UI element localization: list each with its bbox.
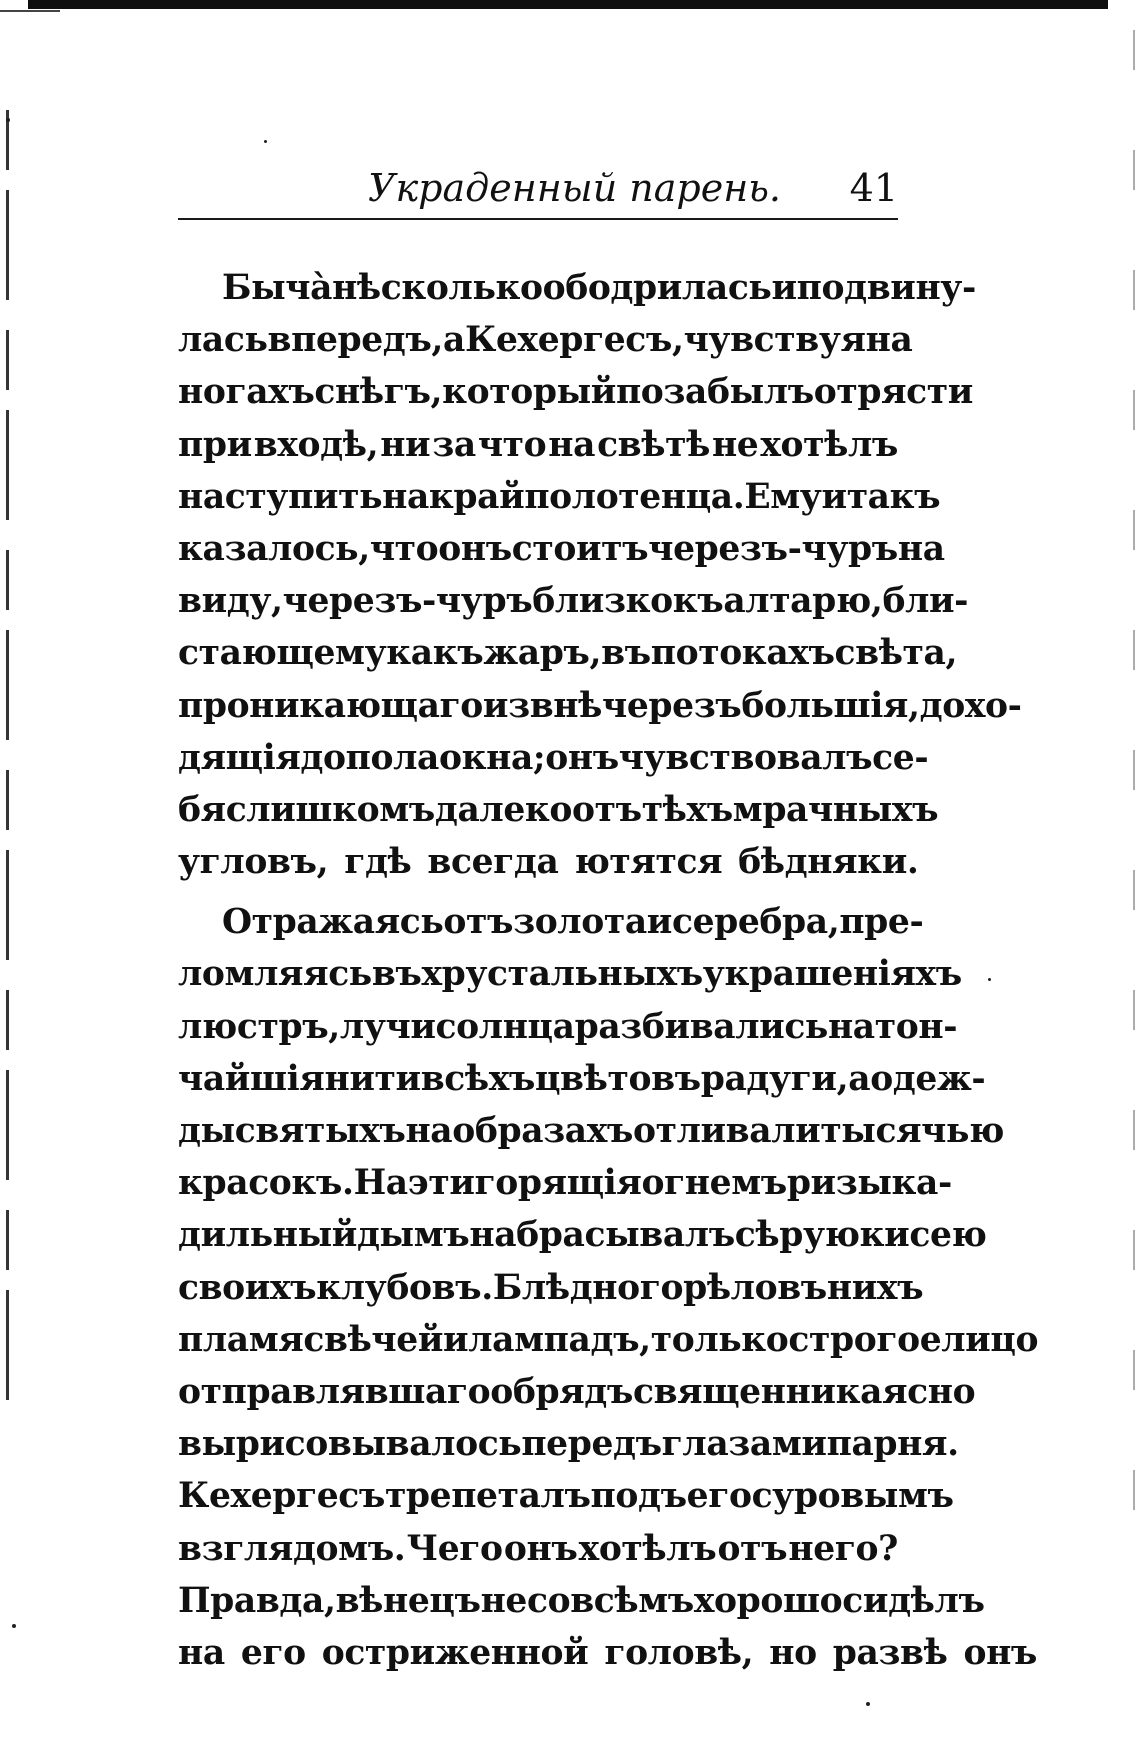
text-line: дильный дымъ набрасывалъ сѣрую кисею xyxy=(178,1215,987,1256)
text-line: на его остриженной головѣ, но развѣ онъ xyxy=(178,1632,1037,1673)
paragraph-gap xyxy=(178,888,898,896)
paragraph xyxy=(178,262,1022,888)
paragraph xyxy=(178,896,1039,1679)
text-line: пламя свѣчей и лампадъ, только строгое лицо xyxy=(178,1319,1039,1360)
text-line: стающему какъ жаръ, въ потокахъ свѣта, xyxy=(178,633,958,674)
header-rule xyxy=(178,218,898,220)
text-line: лась впередъ, а Кехергесъ, чувствуя на xyxy=(178,320,913,361)
text-line: отправлявшаго обрядъ священника ясно xyxy=(178,1371,976,1412)
text-line: Кехергесъ трепеталъ подъ его суровымъ xyxy=(178,1476,954,1517)
text-line: угловъ, гдѣ всегда ютятся бѣдняки. xyxy=(178,842,919,883)
page-header xyxy=(0,158,898,220)
scan-speck xyxy=(264,140,267,143)
text-line: виду, черезъ-чуръ близко къ алтарю, бли- xyxy=(178,581,969,622)
text-line: Правда, вѣнецъ не совсѣмъ хорошо сидѣлъ xyxy=(178,1580,985,1621)
scan-speck xyxy=(12,1624,16,1628)
text-line: Бычà нѣсколько ободрилась и подвину- xyxy=(222,268,976,308)
scan-top-border xyxy=(28,0,1108,9)
text-line: Отражаясь отъ золота и серебра, пре- xyxy=(222,902,924,943)
text-line: чайшія нити всѣхъ цвѣтовъ радуги, а одеж- xyxy=(178,1058,986,1099)
text-line: бя слишкомъ далеко отъ тѣхъ мрачныхъ xyxy=(178,789,939,830)
text-line: ногахъ снѣгъ, который позабылъ отрясти xyxy=(178,372,973,413)
text-line: ломляясь въ хрустальныхъ украшеніяхъ xyxy=(178,954,962,995)
text-line: проникающаго извнѣ черезъ большія, дохо- xyxy=(178,685,1022,726)
page-number: 41 xyxy=(849,166,898,210)
text-line: при входѣ, ни за что на свѣтѣ не хотѣлъ xyxy=(178,424,898,465)
text-line: вырисовывалось передъ глазами парня. xyxy=(178,1424,959,1465)
scan-speck xyxy=(988,978,991,981)
scan-right-edge xyxy=(1133,30,1135,1530)
text-line: красокъ. На эти горящія огнемъ ризы ка- xyxy=(178,1163,952,1204)
scan-top-mark xyxy=(0,10,60,12)
text-line: своихъ клубовъ. Блѣдно горѣло въ нихъ xyxy=(178,1267,924,1308)
scan-left-edge xyxy=(6,110,9,1410)
running-title: Украденный парень. xyxy=(368,166,782,210)
text-line: казалось, что онъ стоитъ черезъ-чуръ на xyxy=(178,528,945,569)
text-line: дящія до пола окна; онъ чувствовалъ се- xyxy=(178,737,929,778)
text-line: ды святыхъ на образахъ отливали тысячью xyxy=(178,1111,1005,1151)
text-line: взглядомъ. Чего онъ хотѣлъ отъ него? xyxy=(178,1528,898,1569)
text-line: люстръ, лучи солнца разбивались на тон- xyxy=(178,1006,958,1047)
body-text xyxy=(178,262,1039,1679)
text-line: наступить на край полотенца. Ему и такъ xyxy=(178,476,941,517)
scan-speck xyxy=(6,118,10,122)
scan-speck xyxy=(866,1702,870,1706)
